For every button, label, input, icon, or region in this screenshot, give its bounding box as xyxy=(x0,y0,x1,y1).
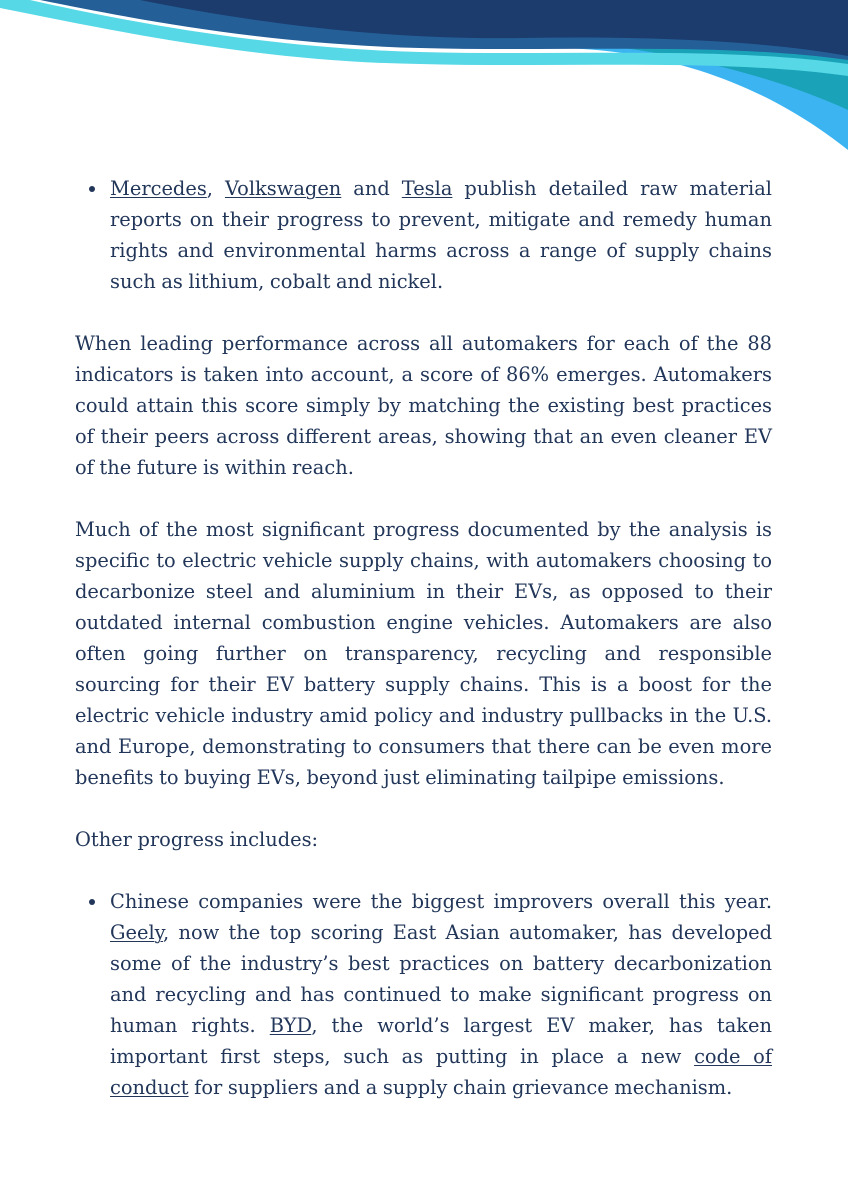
article-body xyxy=(75,173,772,1134)
bullet1-text: publish detailed raw material reports on their progress to prevent, mitigate and remedy human rights and environmental harms across a range of supply chains such as lithium, cobalt and nickel. xyxy=(110,177,772,293)
paragraph-leading-performance: When leading performance across all automakers for each of the 88 indicators is taken into account, a score of 86% emerges. Automakers could attain this score simply by matching the existing best practices of their peers across different areas, showing that an even cleaner EV of the future is within reach. xyxy=(75,332,772,479)
bullet2-text-end: for suppliers and a supply chain grievance mechanism. xyxy=(188,1076,733,1099)
paragraph-other-progress: Other progress includes: xyxy=(75,828,319,851)
bullet2-intro: Chinese companies were the biggest improvers overall this year. xyxy=(110,890,772,913)
header-wave-decoration xyxy=(0,0,848,160)
bullet1-sep2: and xyxy=(341,177,402,200)
bullet-list-1 xyxy=(75,173,772,297)
tesla-link[interactable]: Tesla xyxy=(401,177,453,200)
mercedes-link[interactable]: Mercedes xyxy=(110,177,207,200)
byd-link[interactable]: BYD xyxy=(269,1014,312,1037)
list-item xyxy=(110,886,772,1103)
paragraph-ev-supply-chains: Much of the most significant progress documented by the analysis is specific to electric vehicle supply chains, with automakers choosing to decarbonize steel and aluminium in their EVs, as opposed to their outdated internal combustion engine vehicles. Automakers are also often going further on transparency, recycling and responsible sourcing for their EV battery supply chains. This is a boost for the electric vehicle industry amid policy and industry pullbacks in the U.S. and Europe, demonstrating to consumers that there can be even more benefits to buying EVs, beyond just eliminating tailpipe emissions. xyxy=(75,518,772,789)
volkswagen-link[interactable]: Volkswagen xyxy=(224,177,342,200)
bullet2-text-byd: , the world’s largest EV maker, has taken important first steps, such as putting in place a new xyxy=(110,1014,772,1068)
bullet2-text-geely: , now the top scoring East Asian automaker, has developed some of the industry’s best practices on battery decarbonization and recycling and has continued to make significant progress on human rights. xyxy=(110,921,772,1037)
code-of-conduct-link[interactable]: code of conduct xyxy=(110,1045,772,1099)
list-item xyxy=(110,173,772,297)
bullet-list-2 xyxy=(75,886,772,1103)
bullet1-sep1: , xyxy=(206,177,225,200)
geely-link[interactable]: Geely xyxy=(110,921,164,944)
